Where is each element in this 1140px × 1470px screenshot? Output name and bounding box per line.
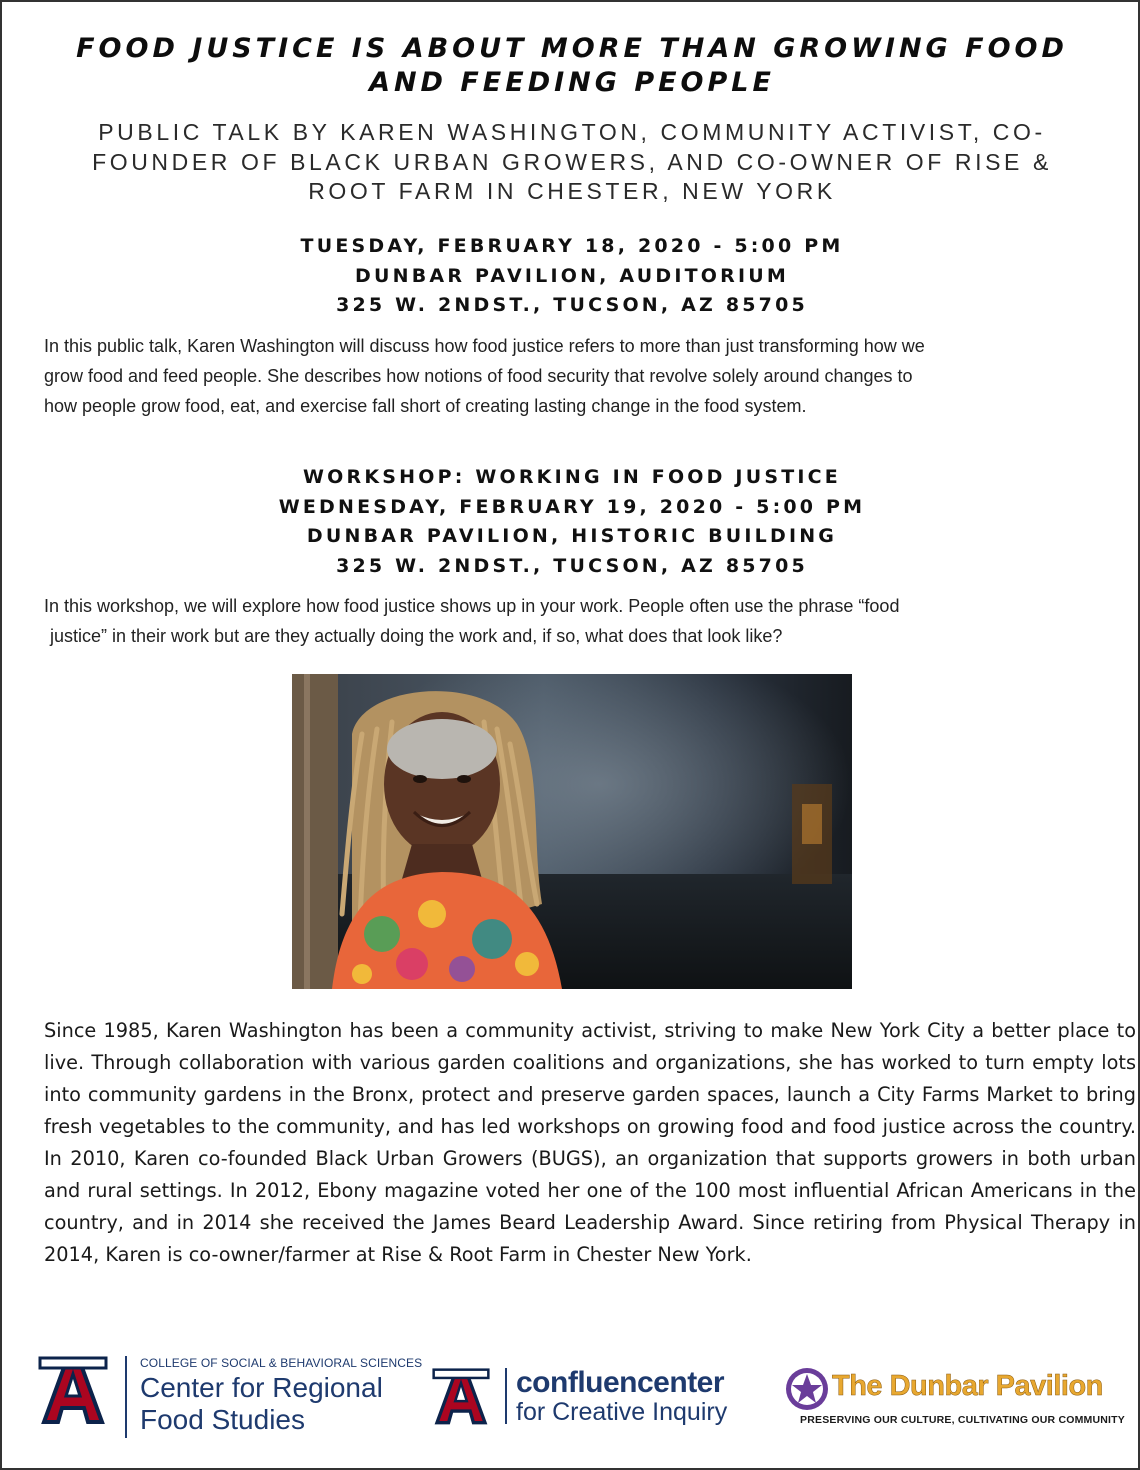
flyer-subtitle bbox=[32, 118, 1112, 207]
workshop-details bbox=[22, 463, 1122, 581]
center-name-line: Center for Regional bbox=[140, 1372, 383, 1403]
dunbar-star-icon bbox=[784, 1366, 830, 1412]
description-line: how people grow food, eat, and exercise fall short of creating lasting change in the food system. bbox=[44, 396, 807, 416]
talk-details bbox=[22, 232, 1122, 321]
title-line: FOOD JUSTICE IS ABOUT MORE THAN GROWING FOOD bbox=[76, 33, 1068, 64]
title-line: AND FEEDING PEOPLE bbox=[369, 67, 775, 98]
dunbar-pavilion-logo bbox=[784, 1364, 1125, 1434]
flyer-title bbox=[22, 32, 1122, 100]
talk-date: TUESDAY, FEBRUARY 18, 2020 - 5:00 PM bbox=[300, 235, 844, 257]
logo-divider bbox=[125, 1356, 127, 1438]
sponsor-logos bbox=[2, 1342, 1140, 1452]
logo-divider bbox=[505, 1368, 507, 1424]
subtitle-line: ROOT FARM IN CHESTER, NEW YORK bbox=[308, 178, 836, 204]
center-name-line: Food Studies bbox=[140, 1404, 305, 1435]
subtitle-line: FOUNDER OF BLACK URBAN GROWERS, AND CO-OWNER OF RISE & bbox=[92, 148, 1052, 175]
confluencenter-subtitle: for Creative Inquiry bbox=[516, 1398, 728, 1426]
college-name: COLLEGE OF SOCIAL & BEHAVIORAL SCIENCES bbox=[140, 1356, 423, 1370]
workshop-title: WORKSHOP: WORKING IN FOOD JUSTICE bbox=[303, 466, 841, 488]
dunbar-pavilion-name: The Dunbar Pavilion bbox=[832, 1370, 1103, 1402]
description-line: In this public talk, Karen Washington will discuss how food justice refers to more than just transforming how we bbox=[44, 336, 925, 356]
speaker-photo-illustration bbox=[292, 674, 852, 989]
description-line: grow food and feed people. She describes how notions of food security that revolve solely around changes to bbox=[44, 366, 913, 386]
workshop-description bbox=[44, 591, 1104, 651]
talk-venue: DUNBAR PAVILION, AUDITORIUM bbox=[355, 264, 789, 287]
speaker-bio: Since 1985, Karen Washington has been a community activist, striving to make New York City a better place to live. Through collaboration with various garden coalitions and organizations, she has worked to turn empty lots into community gardens in the Bronx, protect and preserve garden spaces, launch a City Farms Market to bring fresh vegetables to the community, and has led workshops on growing food and food justice across the country. In 2010, Karen co-founded Black Urban Growers (BUGS), an organization that supports growers in both urban and rural settings. In 2012, Ebony magazine voted her one of the 100 most influential African Americans in the country, and in 2014 she received the James Beard Leadership Award. Since retiring from Physical Therapy in 2014, Karen is co-owner/farmer at Rise & Root Farm in Chester New York. bbox=[44, 1019, 1136, 1266]
university-a-logo bbox=[38, 1356, 108, 1426]
subtitle-line: PUBLIC TALK BY KAREN WASHINGTON, COMMUNITY ACTIVIST, CO- bbox=[98, 119, 1046, 145]
workshop-address: 325 W. 2NDST., TUCSON, AZ 85705 bbox=[336, 554, 808, 577]
workshop-date: WEDNESDAY, FEBRUARY 19, 2020 - 5:00 PM bbox=[278, 495, 866, 518]
center-name bbox=[140, 1372, 383, 1436]
speaker-photo bbox=[292, 674, 852, 989]
description-line: In this workshop, we will explore how food justice shows up in your work. People often use the phrase “food bbox=[44, 596, 900, 616]
talk-address: 325 W. 2NDST., TUCSON, AZ 85705 bbox=[336, 294, 808, 316]
workshop-venue: DUNBAR PAVILION, HISTORIC BUILDING bbox=[306, 525, 838, 547]
talk-description bbox=[44, 331, 1104, 421]
university-a-logo bbox=[432, 1368, 490, 1426]
description-line: justice” in their work but are they actually doing the work and, if so, what does that look like? bbox=[50, 626, 783, 646]
dunbar-pavilion-tagline: PRESERVING OUR CULTURE, CULTIVATING OUR COMMUNITY bbox=[800, 1414, 1125, 1426]
confluencenter-name: confluencenter bbox=[516, 1366, 725, 1399]
